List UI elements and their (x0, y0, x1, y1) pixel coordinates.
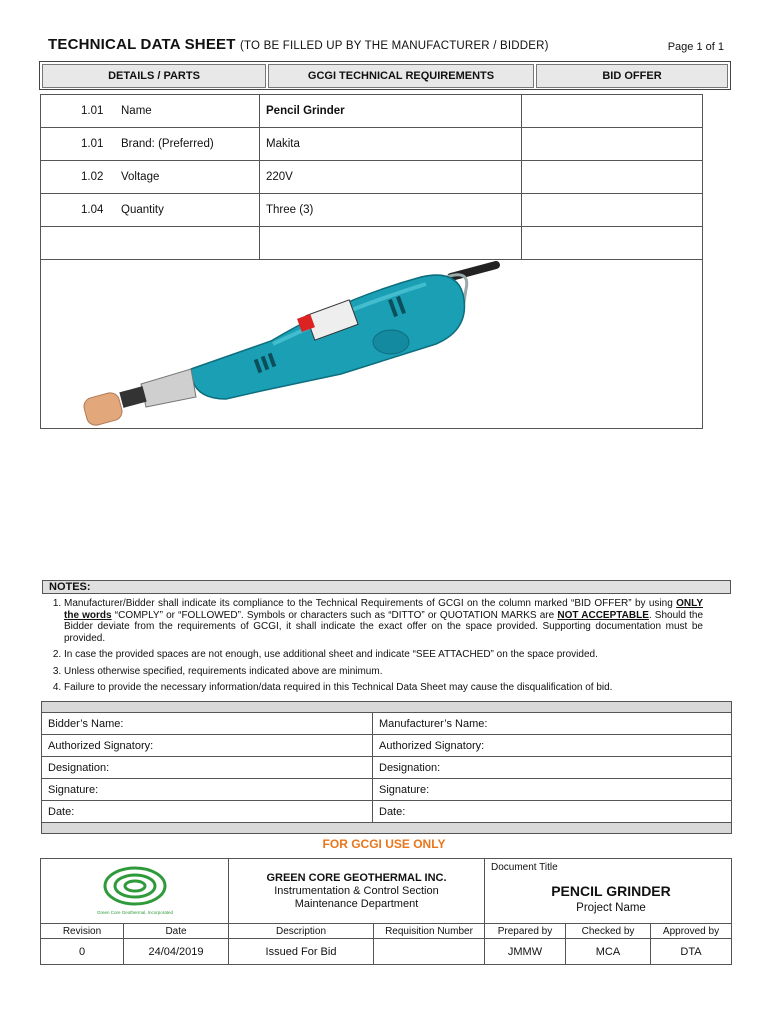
table-row (42, 779, 732, 801)
note-text: . Should the Bidder deviate from the requirements of GCGI, it shall indicate the exact offer on the space provided. Supporting documentation must be provided. (64, 609, 704, 644)
document-title-cell (485, 859, 732, 924)
manufacturer-designation-field[interactable]: Designation: (373, 757, 732, 779)
note-item: 3. Unless otherwise specified, requirements indicated above are minimum. (64, 666, 703, 678)
approved-value: DTA (651, 939, 732, 965)
spec-number: 1.01 (81, 138, 104, 150)
bidder-date-field[interactable]: Date: (42, 801, 373, 823)
requisition-value[interactable] (374, 939, 485, 965)
requisition-header: Requisition Number (374, 924, 485, 939)
spec-value-cell (260, 161, 522, 194)
bid-offer-cell[interactable] (522, 194, 703, 227)
spec-label: Voltage (121, 171, 160, 183)
checked-value: MCA (566, 939, 651, 965)
empty-cell[interactable] (522, 227, 703, 260)
table-row (41, 161, 703, 194)
spec-value-cell (260, 95, 522, 128)
page-number: Page 1 of 1 (667, 41, 724, 53)
checked-header: Checked by (566, 924, 651, 939)
note-item: 4. Failure to provide the necessary information/data required in this Technical Data Sheet may cause the disqualification of bid. (64, 682, 703, 694)
table-row (42, 713, 732, 735)
description-value: Issued For Bid (229, 939, 374, 965)
title-block (40, 858, 732, 965)
gcgi-use-label: FOR GCGI USE ONLY (322, 837, 446, 851)
spec-value: Makita (266, 138, 300, 150)
spec-label-cell (41, 194, 260, 227)
revision-header-row (41, 924, 732, 939)
note-emphasis: ONLY the words (64, 598, 703, 621)
bidder-signatory-field[interactable]: Authorized Signatory: (42, 735, 373, 757)
company-department: Maintenance Department (294, 897, 419, 910)
manufacturer-signature-field[interactable]: Signature: (373, 779, 732, 801)
column-header-bar (39, 61, 731, 90)
document-title-label: Document Title (491, 862, 558, 873)
spec-label-cell (41, 128, 260, 161)
spec-value: Pencil Grinder (266, 105, 345, 117)
spec-label: Quantity (121, 204, 164, 216)
signature-table (41, 701, 732, 834)
spec-number: 1.04 (81, 204, 104, 216)
date-value: 24/04/2019 (124, 939, 229, 965)
table-row (41, 128, 703, 161)
revision-header: Revision (41, 924, 124, 939)
note-emphasis: NOT ACCEPTABLE (557, 609, 649, 621)
note-item: 2. In case the provided spaces are not enough, use additional sheet and indicate “SEE ATTACHED” on the space provided. (64, 649, 703, 661)
notes-heading: NOTES: (42, 580, 731, 594)
signature-band (42, 823, 732, 834)
signature-band (42, 702, 732, 713)
logo-caption: Green Core Geothermal, Incorporated (96, 909, 173, 915)
doc-subheading: (TO BE FILLED UP BY THE MANUFACTURER / BIDDER) (240, 40, 549, 52)
column-header-details: DETAILS / PARTS (42, 64, 266, 88)
prepared-header: Prepared by (485, 924, 566, 939)
table-row (42, 735, 732, 757)
bidder-name-field[interactable]: Bidder’s Name: (42, 713, 373, 735)
bidder-designation-field[interactable]: Designation: (42, 757, 373, 779)
green-core-logo-icon (95, 862, 175, 918)
empty-cell[interactable] (260, 227, 522, 260)
page-title (48, 36, 549, 53)
revision-value-row (41, 939, 732, 965)
note-text: Manufacturer/Bidder shall indicate its compliance to the Technical Requirements of GCGI on the column marked “BID OFFER” by using (64, 598, 677, 609)
spec-value-cell (260, 194, 522, 227)
table-row (41, 95, 703, 128)
spec-value: Three (3) (266, 204, 314, 216)
spec-label-cell (41, 95, 260, 128)
manufacturer-name-field[interactable]: Manufacturer’s Name: (373, 713, 732, 735)
doc-heading: TECHNICAL DATA SHEET (48, 36, 236, 53)
column-header-bid: BID OFFER (536, 64, 728, 88)
product-image-box (40, 259, 703, 429)
notes-list (44, 598, 703, 699)
column-header-requirements: GCGI TECHNICAL REQUIREMENTS (268, 64, 534, 88)
company-cell (229, 859, 485, 924)
bid-offer-cell[interactable] (522, 95, 703, 128)
spec-label: Brand: (Preferred) (121, 138, 214, 150)
empty-cell[interactable] (41, 227, 260, 260)
bid-offer-cell[interactable] (522, 161, 703, 194)
spec-number: 1.02 (81, 171, 104, 183)
note-text: “COMPLY” or “FOLLOWED”. Symbols or characters such as “DITTO” or QUOTATION MARKS are (111, 609, 558, 621)
bid-offer-cell[interactable] (522, 128, 703, 161)
spec-value: 220V (266, 171, 293, 183)
prepared-value: JMMW (485, 939, 566, 965)
spec-value-cell (260, 128, 522, 161)
table-row (41, 194, 703, 227)
table-row (42, 757, 732, 779)
note-item (64, 598, 703, 644)
manufacturer-signatory-field[interactable]: Authorized Signatory: (373, 735, 732, 757)
pencil-grinder-image (41, 259, 704, 429)
logo-cell (41, 859, 229, 924)
bidder-signature-field[interactable]: Signature: (42, 779, 373, 801)
table-row (42, 801, 732, 823)
project-name: Project Name (576, 902, 646, 914)
revision-value: 0 (41, 939, 124, 965)
date-header: Date (124, 924, 229, 939)
table-row (41, 227, 703, 260)
document-title: PENCIL GRINDER (551, 883, 671, 899)
company-name: GREEN CORE GEOTHERMAL INC. (266, 871, 447, 884)
manufacturer-date-field[interactable]: Date: (373, 801, 732, 823)
spec-label: Name (121, 105, 152, 117)
spec-number: 1.01 (81, 105, 104, 117)
spec-table (40, 94, 703, 260)
spec-label-cell (41, 161, 260, 194)
company-section: Instrumentation & Control Section (274, 884, 439, 897)
approved-header: Approved by (651, 924, 732, 939)
title-block-top (41, 859, 732, 924)
description-header: Description (229, 924, 374, 939)
